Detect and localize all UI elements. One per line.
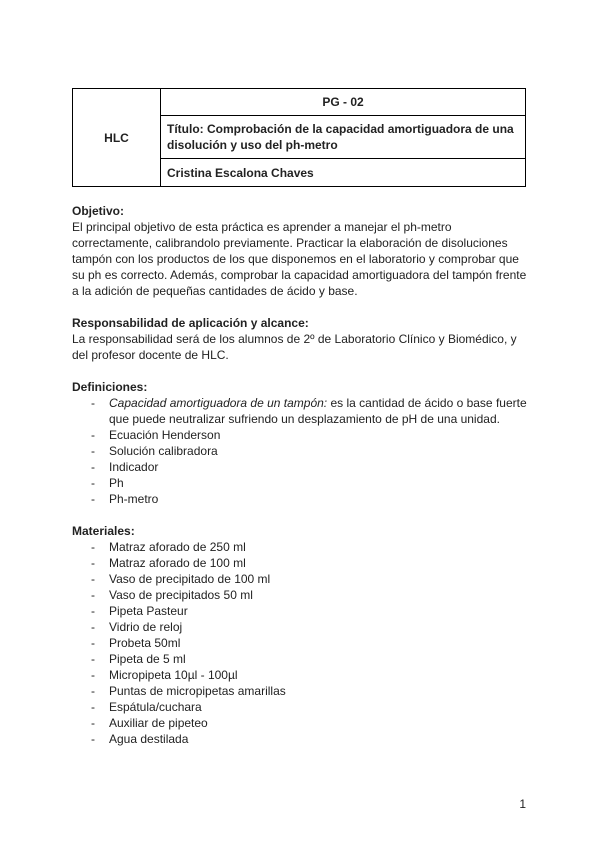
list-item: - Ecuación Henderson: [72, 427, 528, 443]
document-author: Cristina Escalona Chaves: [161, 159, 526, 187]
document-body: [72, 203, 528, 763]
definitions-section: [72, 379, 528, 507]
list-item: [72, 395, 528, 427]
definition-term: Capacidad amortiguadora de un tampón:: [109, 396, 328, 410]
document-title: Título: Comprobación de la capacidad amortiguadora de una disolución y uso del ph-metro: [161, 116, 526, 159]
materials-list: [72, 539, 528, 747]
org-cell: HLC: [73, 89, 161, 187]
list-item: - Pipeta de 5 ml: [72, 651, 528, 667]
list-item: - Espátula/cuchara: [72, 699, 528, 715]
list-item: - Matraz aforado de 250 ml: [72, 539, 528, 555]
list-item: - Puntas de micropipetas amarillas: [72, 683, 528, 699]
list-item: - Vidrio de reloj: [72, 619, 528, 635]
materials-heading: Materiales:: [72, 524, 135, 538]
list-item: - Ph-metro: [72, 491, 528, 507]
document-header-table: [72, 88, 526, 187]
list-item: - Matraz aforado de 100 ml: [72, 555, 528, 571]
list-item: - Indicador: [72, 459, 528, 475]
list-item: - Ph: [72, 475, 528, 491]
list-item: - Probeta 50ml: [72, 635, 528, 651]
objective-section: [72, 203, 528, 299]
list-item: - Vaso de precipitados 50 ml: [72, 587, 528, 603]
materials-section: [72, 523, 528, 747]
list-item: - Agua destilada: [72, 731, 528, 747]
list-item: - Pipeta Pasteur: [72, 603, 528, 619]
responsibility-text: La responsabilidad será de los alumnos de 2º de Laboratorio Clínico y Biomédico, y del profesor docente de HLC.: [72, 332, 517, 362]
definitions-list: [72, 395, 528, 507]
list-item: - Micropipeta 10µl - 100µl: [72, 667, 528, 683]
list-item: - Vaso de precipitado de 100 ml: [72, 571, 528, 587]
responsibility-section: [72, 315, 528, 363]
objective-text: El principal objetivo de esta práctica es aprender a manejar el ph-metro correctamente, calibrandolo previamente. Practicar la elaboración de disoluciones tampón con los productos de los que disponemos en el laboratorio y comprobar que su ph es correcto. Además, comprobar la capacidad amortiguadora del tampón frente a la adición de pequeñas cantidades de ácido y base.: [72, 220, 527, 298]
page-number: 1: [519, 797, 526, 811]
responsibility-heading: Responsabilidad de aplicación y alcance:: [72, 316, 309, 330]
document-code: PG - 02: [161, 89, 526, 116]
definition-text: es la cantidad de ácido o base fuerte que puede neutralizar sufriendo un desplazamiento de pH de una unidad.: [109, 396, 527, 426]
list-item: - Solución calibradora: [72, 443, 528, 459]
list-item: - Auxiliar de pipeteo: [72, 715, 528, 731]
definitions-heading: Definiciones:: [72, 380, 148, 394]
objective-heading: Objetivo:: [72, 204, 125, 218]
